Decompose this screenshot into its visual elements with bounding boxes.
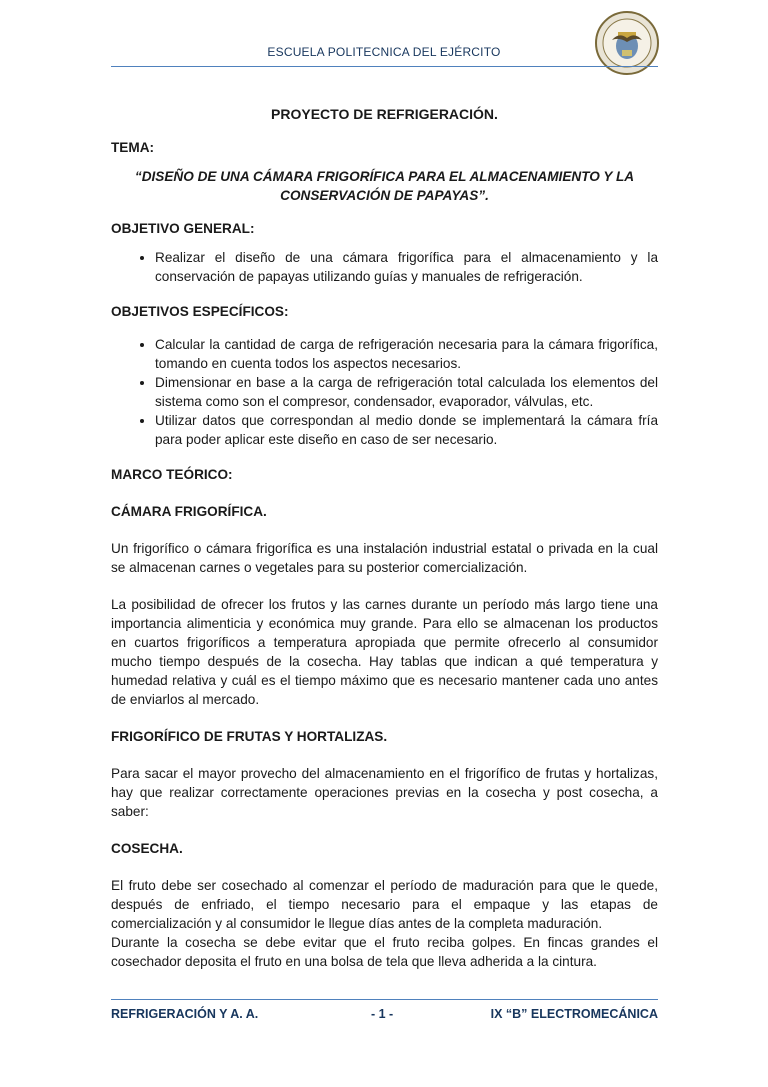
list-item: • Realizar el diseño de una cámara frigorífica para el almacenamiento y la conservación de papayas utilizando guías y manuales de refrigeración. bbox=[155, 248, 658, 286]
header-divider bbox=[111, 66, 658, 67]
objetivo-general-heading: OBJETIVO GENERAL: bbox=[111, 221, 255, 236]
objetivo-general-list bbox=[111, 248, 658, 286]
tema-heading: TEMA: bbox=[111, 140, 155, 155]
footer-class: IX “B” ELECTROMECÁNICA bbox=[490, 1007, 658, 1021]
project-title: PROYECTO DE REFRIGERACIÓN. bbox=[271, 106, 498, 122]
tema-text: “DISEÑO DE UNA CÁMARA FRIGORÍFICA PARA EL ALMACENAMIENTO Y LA CONSERVACIÓN DE PAPAYAS”. bbox=[134, 169, 635, 203]
footer-course: REFRIGERACIÓN Y A. A. bbox=[111, 1007, 259, 1021]
institution-name: ESCUELA POLITECNICA DEL EJÉRCITO bbox=[267, 45, 501, 59]
cosecha-heading: COSECHA. bbox=[111, 841, 183, 856]
document-body bbox=[111, 105, 658, 971]
cosecha-paragraph-1: El fruto debe ser cosechado al comenzar el período de maduración para que le quede, después de enfriado, el tiempo necesario para el empaque y las etapas de comercialización y al consumidor le llegue días antes de la completa maduración. bbox=[111, 878, 658, 931]
page-number: - 1 - bbox=[371, 1007, 394, 1021]
list-item: • Calcular la cantidad de carga de refrigeración necesaria para la cámara frigorífica, tomando en cuenta todos los aspectos necesarios. bbox=[155, 335, 658, 373]
objetivos-especificos-list bbox=[111, 335, 658, 449]
cosecha-paragraph-2: Durante la cosecha se debe evitar que el fruto reciba golpes. En fincas grandes el cosechador deposita el fruto en una bolsa de tela que lleva adherida a la cintura. bbox=[111, 935, 658, 969]
camara-paragraph-1: Un frigorífico o cámara frigorífica es una instalación industrial estatal o privada en la cual se almacenan carnes o vegetales para su posterior comercialización. bbox=[111, 541, 658, 575]
marco-teorico-heading: MARCO TEÓRICO: bbox=[111, 467, 233, 482]
camara-heading: CÁMARA FRIGORÍFICA. bbox=[111, 504, 267, 519]
camara-paragraph-2: La posibilidad de ofrecer los frutos y las carnes durante un período más largo tiene una importancia alimenticia y económica muy grande. Para ello se almacenan los productos en cuartos frigoríficos a temperatura apropiada que permite ofrecerlo al consumidor mucho tiempo después de la cosecha. Hay tablas que indican a qué temperatura y humedad relativa y cuál es el tiempo máximo que es necesario mantener cada uno antes de enviarlos al mercado. bbox=[111, 597, 658, 707]
list-item: • Dimensionar en base a la carga de refrigeración total calculada los elementos del sistema como son el compresor, condensador, evaporador, válvulas, etc. bbox=[155, 373, 658, 411]
list-item: • Utilizar datos que correspondan al medio donde se implementará la cámara fría para poder aplicar este diseño en caso de ser necesario. bbox=[155, 411, 658, 449]
objetivos-especificos-heading: OBJETIVOS ESPECÍFICOS: bbox=[111, 304, 289, 319]
frutas-heading: FRIGORÍFICO DE FRUTAS Y HORTALIZAS. bbox=[111, 729, 388, 744]
footer-divider bbox=[111, 999, 658, 1000]
frutas-paragraph-1: Para sacar el mayor provecho del almacenamiento en el frigorífico de frutas y hortalizas, hay que realizar correctamente operaciones previas en la cosecha y post cosecha, a saber: bbox=[111, 766, 658, 819]
